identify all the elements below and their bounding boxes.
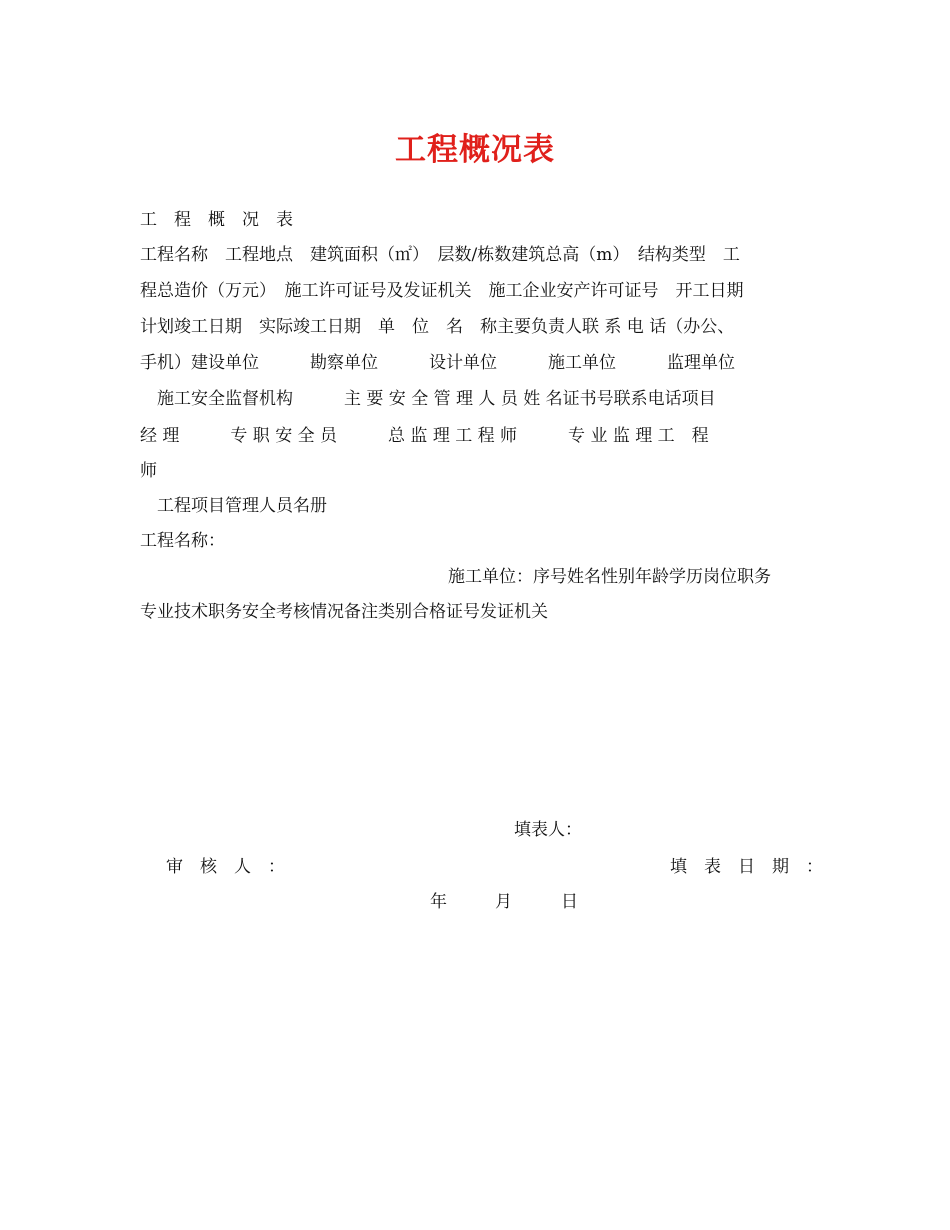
project-name-label: 工程名称： — [140, 531, 225, 551]
date-year: 年 — [430, 892, 447, 912]
document-title: 工程概况表 — [395, 132, 555, 168]
body-line-3: 计划竣工日期 实际竣工日期 单 位 名 称主要负责人联 系 电 话（办公、 — [140, 317, 735, 337]
body-line-5: 施工安全监督机构 主 要 安 全 管 理 人 员 姓 名证书号联系电话项目 — [140, 389, 716, 409]
roster-header-line-2: 专业技术职务安全考核情况备注类别合格证号发证机关 — [140, 602, 548, 622]
fill-date-label: 填 表 日 期 ： — [670, 857, 823, 877]
roster-title: 工程项目管理人员名册 — [140, 496, 327, 516]
body-line-7: 师 — [140, 461, 157, 481]
body-line-4: 手机）建设单位 勘察单位 设计单位 施工单位 监理单位 — [140, 353, 735, 373]
body-line-1: 工程名称 工程地点 建筑面积（㎡） 层数/栋数建筑总高（m） 结构类型 工 — [140, 245, 740, 265]
roster-header-line-1: 施工单位：序号姓名性别年龄学历岗位职务 — [448, 567, 771, 587]
date-month: 月 — [495, 892, 512, 912]
body-line-2: 程总造价（万元） 施工许可证号及发证机关 施工企业安产许可证号 开工日期 — [140, 281, 744, 301]
table-heading: 工 程 概 况 表 — [140, 210, 293, 230]
date-day: 日 — [561, 892, 578, 912]
body-line-6: 经 理 专 职 安 全 员 总 监 理 工 程 师 专 业 监 理 工 程 — [140, 426, 709, 446]
filler-label: 填表人： — [514, 820, 582, 840]
reviewer-label: 审 核 人 ： — [166, 857, 285, 877]
